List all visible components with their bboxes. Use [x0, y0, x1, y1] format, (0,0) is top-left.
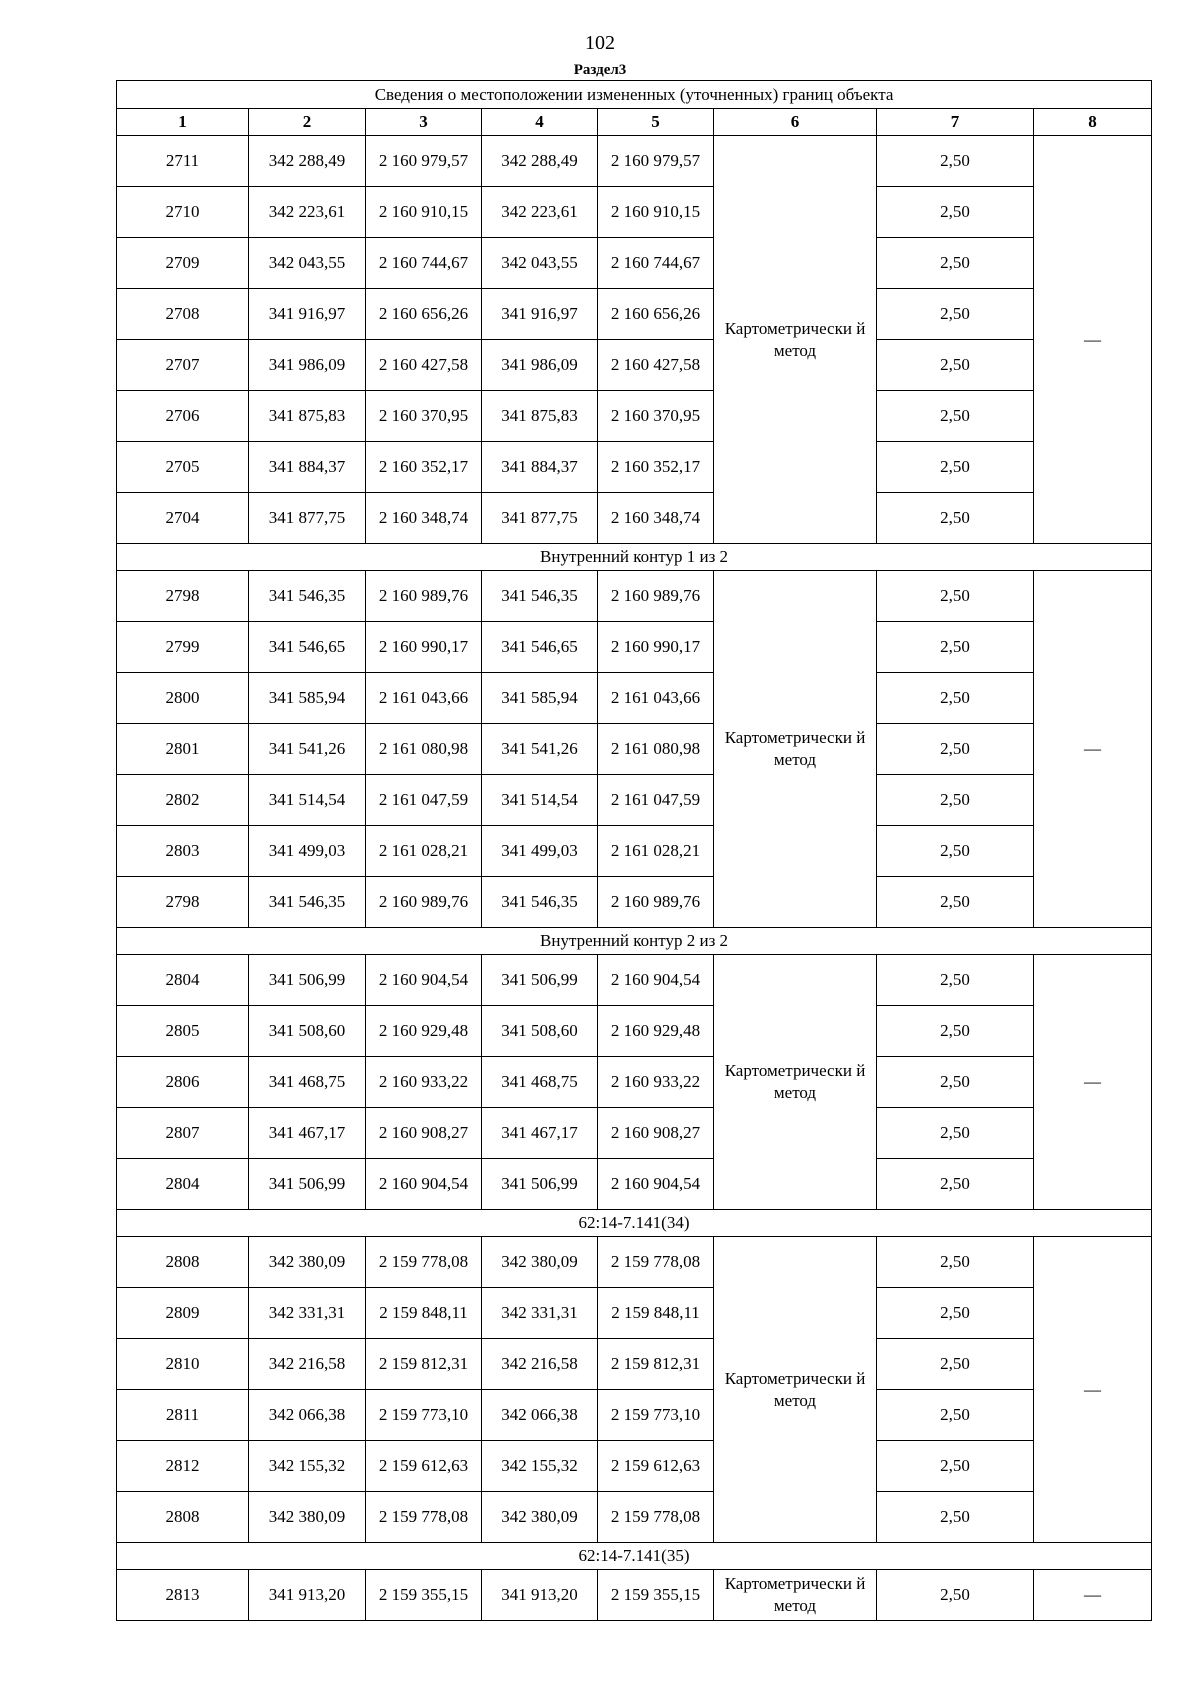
- y-coord-cell: 2 160 656,26: [366, 289, 482, 340]
- column-number-1: 1: [117, 109, 249, 136]
- column-number-8: 8: [1034, 109, 1152, 136]
- column-numbers-row: [117, 109, 1152, 136]
- x-coord-cell: 342 216,58: [249, 1339, 366, 1390]
- y-coord-new-cell: 2 160 744,67: [598, 238, 714, 289]
- precision-cell: 2,50: [877, 442, 1034, 493]
- x-coord-new-cell: 341 506,99: [482, 955, 598, 1006]
- table-row: [117, 1108, 1152, 1159]
- point-number-cell: 2806: [117, 1057, 249, 1108]
- y-coord-new-cell: 2 160 933,22: [598, 1057, 714, 1108]
- point-number-cell: 2798: [117, 571, 249, 622]
- y-coord-new-cell: 2 159 355,15: [598, 1570, 714, 1621]
- precision-cell: 2,50: [877, 1288, 1034, 1339]
- method-cell: Картометрически й метод: [714, 1237, 877, 1543]
- y-coord-cell: 2 160 989,76: [366, 877, 482, 928]
- y-coord-cell: 2 160 910,15: [366, 187, 482, 238]
- table-row: [117, 493, 1152, 544]
- point-number-cell: 2708: [117, 289, 249, 340]
- point-number-cell: 2808: [117, 1492, 249, 1543]
- table-row: [117, 340, 1152, 391]
- precision-cell: 2,50: [877, 391, 1034, 442]
- y-coord-new-cell: 2 161 043,66: [598, 673, 714, 724]
- point-number-cell: 2809: [117, 1288, 249, 1339]
- y-coord-cell: 2 160 427,58: [366, 340, 482, 391]
- group-label: 62:14-7.141(35): [117, 1543, 1152, 1570]
- y-coord-cell: 2 160 989,76: [366, 571, 482, 622]
- point-number-cell: 2706: [117, 391, 249, 442]
- y-coord-cell: 2 160 352,17: [366, 442, 482, 493]
- x-coord-new-cell: 341 875,83: [482, 391, 598, 442]
- y-coord-new-cell: 2 160 910,15: [598, 187, 714, 238]
- table-row: [117, 1288, 1152, 1339]
- group-label-row: [117, 1543, 1152, 1570]
- column8-cell: —: [1034, 571, 1152, 928]
- x-coord-cell: 342 288,49: [249, 136, 366, 187]
- point-number-cell: 2811: [117, 1390, 249, 1441]
- y-coord-new-cell: 2 159 773,10: [598, 1390, 714, 1441]
- precision-cell: 2,50: [877, 1057, 1034, 1108]
- table-row: [117, 877, 1152, 928]
- precision-cell: 2,50: [877, 826, 1034, 877]
- column8-cell: —: [1034, 1237, 1152, 1543]
- y-coord-new-cell: 2 160 904,54: [598, 955, 714, 1006]
- y-coord-new-cell: 2 160 656,26: [598, 289, 714, 340]
- point-number-cell: 2704: [117, 493, 249, 544]
- x-coord-new-cell: 342 066,38: [482, 1390, 598, 1441]
- y-coord-cell: 2 160 908,27: [366, 1108, 482, 1159]
- x-coord-cell: 342 155,32: [249, 1441, 366, 1492]
- group-label-row: [117, 1210, 1152, 1237]
- column-number-7: 7: [877, 109, 1034, 136]
- x-coord-cell: 341 546,35: [249, 571, 366, 622]
- precision-cell: 2,50: [877, 1570, 1034, 1621]
- table-row: [117, 1057, 1152, 1108]
- x-coord-cell: 341 506,99: [249, 955, 366, 1006]
- x-coord-new-cell: 341 913,20: [482, 1570, 598, 1621]
- x-coord-cell: 341 508,60: [249, 1006, 366, 1057]
- y-coord-cell: 2 160 933,22: [366, 1057, 482, 1108]
- precision-cell: 2,50: [877, 289, 1034, 340]
- y-coord-cell: 2 159 778,08: [366, 1237, 482, 1288]
- x-coord-new-cell: 341 514,54: [482, 775, 598, 826]
- precision-cell: 2,50: [877, 493, 1034, 544]
- x-coord-new-cell: 341 877,75: [482, 493, 598, 544]
- precision-cell: 2,50: [877, 1492, 1034, 1543]
- precision-cell: 2,50: [877, 622, 1034, 673]
- x-coord-new-cell: 341 546,35: [482, 571, 598, 622]
- precision-cell: 2,50: [877, 877, 1034, 928]
- table-row: [117, 187, 1152, 238]
- x-coord-new-cell: 342 043,55: [482, 238, 598, 289]
- table-row: [117, 955, 1152, 1006]
- method-cell: Картометрически й метод: [714, 955, 877, 1210]
- y-coord-new-cell: 2 161 080,98: [598, 724, 714, 775]
- point-number-cell: 2705: [117, 442, 249, 493]
- y-coord-cell: 2 159 612,63: [366, 1441, 482, 1492]
- y-coord-cell: 2 161 047,59: [366, 775, 482, 826]
- point-number-cell: 2812: [117, 1441, 249, 1492]
- x-coord-cell: 341 986,09: [249, 340, 366, 391]
- y-coord-cell: 2 160 370,95: [366, 391, 482, 442]
- group-label: 62:14-7.141(34): [117, 1210, 1152, 1237]
- point-number-cell: 2808: [117, 1237, 249, 1288]
- point-number-cell: 2807: [117, 1108, 249, 1159]
- group-label: Внутренний контур 2 из 2: [117, 928, 1152, 955]
- y-coord-new-cell: 2 160 370,95: [598, 391, 714, 442]
- y-coord-new-cell: 2 160 427,58: [598, 340, 714, 391]
- y-coord-new-cell: 2 159 612,63: [598, 1441, 714, 1492]
- x-coord-new-cell: 342 288,49: [482, 136, 598, 187]
- table-row: [117, 136, 1152, 187]
- point-number-cell: 2805: [117, 1006, 249, 1057]
- method-cell: Картометрически й метод: [714, 571, 877, 928]
- table-row: [117, 775, 1152, 826]
- table-row: [117, 1339, 1152, 1390]
- y-coord-new-cell: 2 160 348,74: [598, 493, 714, 544]
- precision-cell: 2,50: [877, 238, 1034, 289]
- table-row: [117, 391, 1152, 442]
- y-coord-cell: 2 160 979,57: [366, 136, 482, 187]
- precision-cell: 2,50: [877, 1108, 1034, 1159]
- precision-cell: 2,50: [877, 724, 1034, 775]
- x-coord-new-cell: 341 506,99: [482, 1159, 598, 1210]
- method-cell: Картометрически й метод: [714, 1570, 877, 1621]
- x-coord-cell: 342 331,31: [249, 1288, 366, 1339]
- y-coord-cell: 2 161 043,66: [366, 673, 482, 724]
- precision-cell: 2,50: [877, 1006, 1034, 1057]
- table-row: [117, 1441, 1152, 1492]
- x-coord-cell: 341 499,03: [249, 826, 366, 877]
- y-coord-cell: 2 160 904,54: [366, 1159, 482, 1210]
- point-number-cell: 2711: [117, 136, 249, 187]
- precision-cell: 2,50: [877, 187, 1034, 238]
- x-coord-new-cell: 342 216,58: [482, 1339, 598, 1390]
- x-coord-cell: 341 877,75: [249, 493, 366, 544]
- table-row: [117, 1237, 1152, 1288]
- column-number-2: 2: [249, 109, 366, 136]
- y-coord-new-cell: 2 160 929,48: [598, 1006, 714, 1057]
- x-coord-cell: 342 043,55: [249, 238, 366, 289]
- table-row: [117, 1159, 1152, 1210]
- x-coord-cell: 341 913,20: [249, 1570, 366, 1621]
- x-coord-cell: 341 546,35: [249, 877, 366, 928]
- group-label-row: [117, 544, 1152, 571]
- x-coord-new-cell: 342 380,09: [482, 1492, 598, 1543]
- table-row: [117, 673, 1152, 724]
- x-coord-cell: 342 066,38: [249, 1390, 366, 1441]
- x-coord-new-cell: 341 467,17: [482, 1108, 598, 1159]
- x-coord-cell: 341 514,54: [249, 775, 366, 826]
- point-number-cell: 2802: [117, 775, 249, 826]
- precision-cell: 2,50: [877, 1441, 1034, 1492]
- y-coord-new-cell: 2 160 979,57: [598, 136, 714, 187]
- x-coord-new-cell: 341 508,60: [482, 1006, 598, 1057]
- precision-cell: 2,50: [877, 673, 1034, 724]
- x-coord-cell: 341 875,83: [249, 391, 366, 442]
- y-coord-new-cell: 2 160 352,17: [598, 442, 714, 493]
- table-row: [117, 571, 1152, 622]
- table-row: [117, 1492, 1152, 1543]
- x-coord-cell: 342 380,09: [249, 1492, 366, 1543]
- table-row: [117, 1390, 1152, 1441]
- table-row: [117, 1006, 1152, 1057]
- y-coord-new-cell: 2 160 904,54: [598, 1159, 714, 1210]
- precision-cell: 2,50: [877, 1390, 1034, 1441]
- x-coord-new-cell: 341 541,26: [482, 724, 598, 775]
- table-row: [117, 238, 1152, 289]
- x-coord-new-cell: 342 223,61: [482, 187, 598, 238]
- group-label-row: [117, 928, 1152, 955]
- y-coord-cell: 2 159 773,10: [366, 1390, 482, 1441]
- y-coord-cell: 2 160 348,74: [366, 493, 482, 544]
- table-row: [117, 724, 1152, 775]
- y-coord-cell: 2 160 990,17: [366, 622, 482, 673]
- y-coord-new-cell: 2 159 812,31: [598, 1339, 714, 1390]
- point-number-cell: 2710: [117, 187, 249, 238]
- x-coord-cell: 341 541,26: [249, 724, 366, 775]
- table-body: [117, 136, 1152, 1621]
- precision-cell: 2,50: [877, 955, 1034, 1006]
- precision-cell: 2,50: [877, 1339, 1034, 1390]
- column-number-3: 3: [366, 109, 482, 136]
- table-row: [117, 442, 1152, 493]
- x-coord-new-cell: 341 499,03: [482, 826, 598, 877]
- table-row: [117, 289, 1152, 340]
- coordinates-table: [116, 80, 1152, 1621]
- point-number-cell: 2800: [117, 673, 249, 724]
- column-number-4: 4: [482, 109, 598, 136]
- point-number-cell: 2810: [117, 1339, 249, 1390]
- y-coord-cell: 2 161 028,21: [366, 826, 482, 877]
- x-coord-new-cell: 341 546,35: [482, 877, 598, 928]
- y-coord-cell: 2 159 812,31: [366, 1339, 482, 1390]
- y-coord-cell: 2 159 778,08: [366, 1492, 482, 1543]
- precision-cell: 2,50: [877, 1159, 1034, 1210]
- y-coord-new-cell: 2 159 778,08: [598, 1237, 714, 1288]
- y-coord-cell: 2 161 080,98: [366, 724, 482, 775]
- group-label: Внутренний контур 1 из 2: [117, 544, 1152, 571]
- x-coord-cell: 341 468,75: [249, 1057, 366, 1108]
- point-number-cell: 2709: [117, 238, 249, 289]
- precision-cell: 2,50: [877, 571, 1034, 622]
- point-number-cell: 2801: [117, 724, 249, 775]
- y-coord-new-cell: 2 160 989,76: [598, 571, 714, 622]
- point-number-cell: 2707: [117, 340, 249, 391]
- y-coord-cell: 2 160 904,54: [366, 955, 482, 1006]
- y-coord-new-cell: 2 159 848,11: [598, 1288, 714, 1339]
- point-number-cell: 2813: [117, 1570, 249, 1621]
- x-coord-cell: 342 380,09: [249, 1237, 366, 1288]
- x-coord-cell: 341 546,65: [249, 622, 366, 673]
- x-coord-new-cell: 341 884,37: [482, 442, 598, 493]
- x-coord-new-cell: 341 468,75: [482, 1057, 598, 1108]
- x-coord-cell: 341 506,99: [249, 1159, 366, 1210]
- x-coord-new-cell: 341 585,94: [482, 673, 598, 724]
- point-number-cell: 2803: [117, 826, 249, 877]
- method-cell: Картометрически й метод: [714, 136, 877, 544]
- column8-cell: —: [1034, 136, 1152, 544]
- x-coord-new-cell: 342 155,32: [482, 1441, 598, 1492]
- y-coord-new-cell: 2 161 028,21: [598, 826, 714, 877]
- y-coord-cell: 2 160 744,67: [366, 238, 482, 289]
- column-number-5: 5: [598, 109, 714, 136]
- y-coord-new-cell: 2 160 990,17: [598, 622, 714, 673]
- x-coord-cell: 341 884,37: [249, 442, 366, 493]
- y-coord-new-cell: 2 160 908,27: [598, 1108, 714, 1159]
- point-number-cell: 2804: [117, 955, 249, 1006]
- x-coord-new-cell: 341 986,09: [482, 340, 598, 391]
- x-coord-cell: 342 223,61: [249, 187, 366, 238]
- x-coord-cell: 341 916,97: [249, 289, 366, 340]
- y-coord-cell: 2 159 848,11: [366, 1288, 482, 1339]
- x-coord-new-cell: 342 380,09: [482, 1237, 598, 1288]
- x-coord-cell: 341 585,94: [249, 673, 366, 724]
- y-coord-new-cell: 2 159 778,08: [598, 1492, 714, 1543]
- y-coord-new-cell: 2 161 047,59: [598, 775, 714, 826]
- point-number-cell: 2799: [117, 622, 249, 673]
- y-coord-cell: 2 160 929,48: [366, 1006, 482, 1057]
- column-number-6: 6: [714, 109, 877, 136]
- table-caption: Сведения о местоположении измененных (уточненных) границ объекта: [117, 81, 1152, 109]
- column8-cell: —: [1034, 1570, 1152, 1621]
- point-number-cell: 2804: [117, 1159, 249, 1210]
- section-title: Раздел3: [573, 62, 627, 78]
- column8-cell: —: [1034, 955, 1152, 1210]
- table-row: [117, 826, 1152, 877]
- precision-cell: 2,50: [877, 775, 1034, 826]
- x-coord-new-cell: 341 546,65: [482, 622, 598, 673]
- x-coord-new-cell: 341 916,97: [482, 289, 598, 340]
- page-number: 102: [585, 32, 615, 54]
- precision-cell: 2,50: [877, 340, 1034, 391]
- point-number-cell: 2798: [117, 877, 249, 928]
- precision-cell: 2,50: [877, 1237, 1034, 1288]
- x-coord-cell: 341 467,17: [249, 1108, 366, 1159]
- table-row: [117, 622, 1152, 673]
- x-coord-new-cell: 342 331,31: [482, 1288, 598, 1339]
- y-coord-new-cell: 2 160 989,76: [598, 877, 714, 928]
- table-row: [117, 1570, 1152, 1621]
- y-coord-cell: 2 159 355,15: [366, 1570, 482, 1621]
- precision-cell: 2,50: [877, 136, 1034, 187]
